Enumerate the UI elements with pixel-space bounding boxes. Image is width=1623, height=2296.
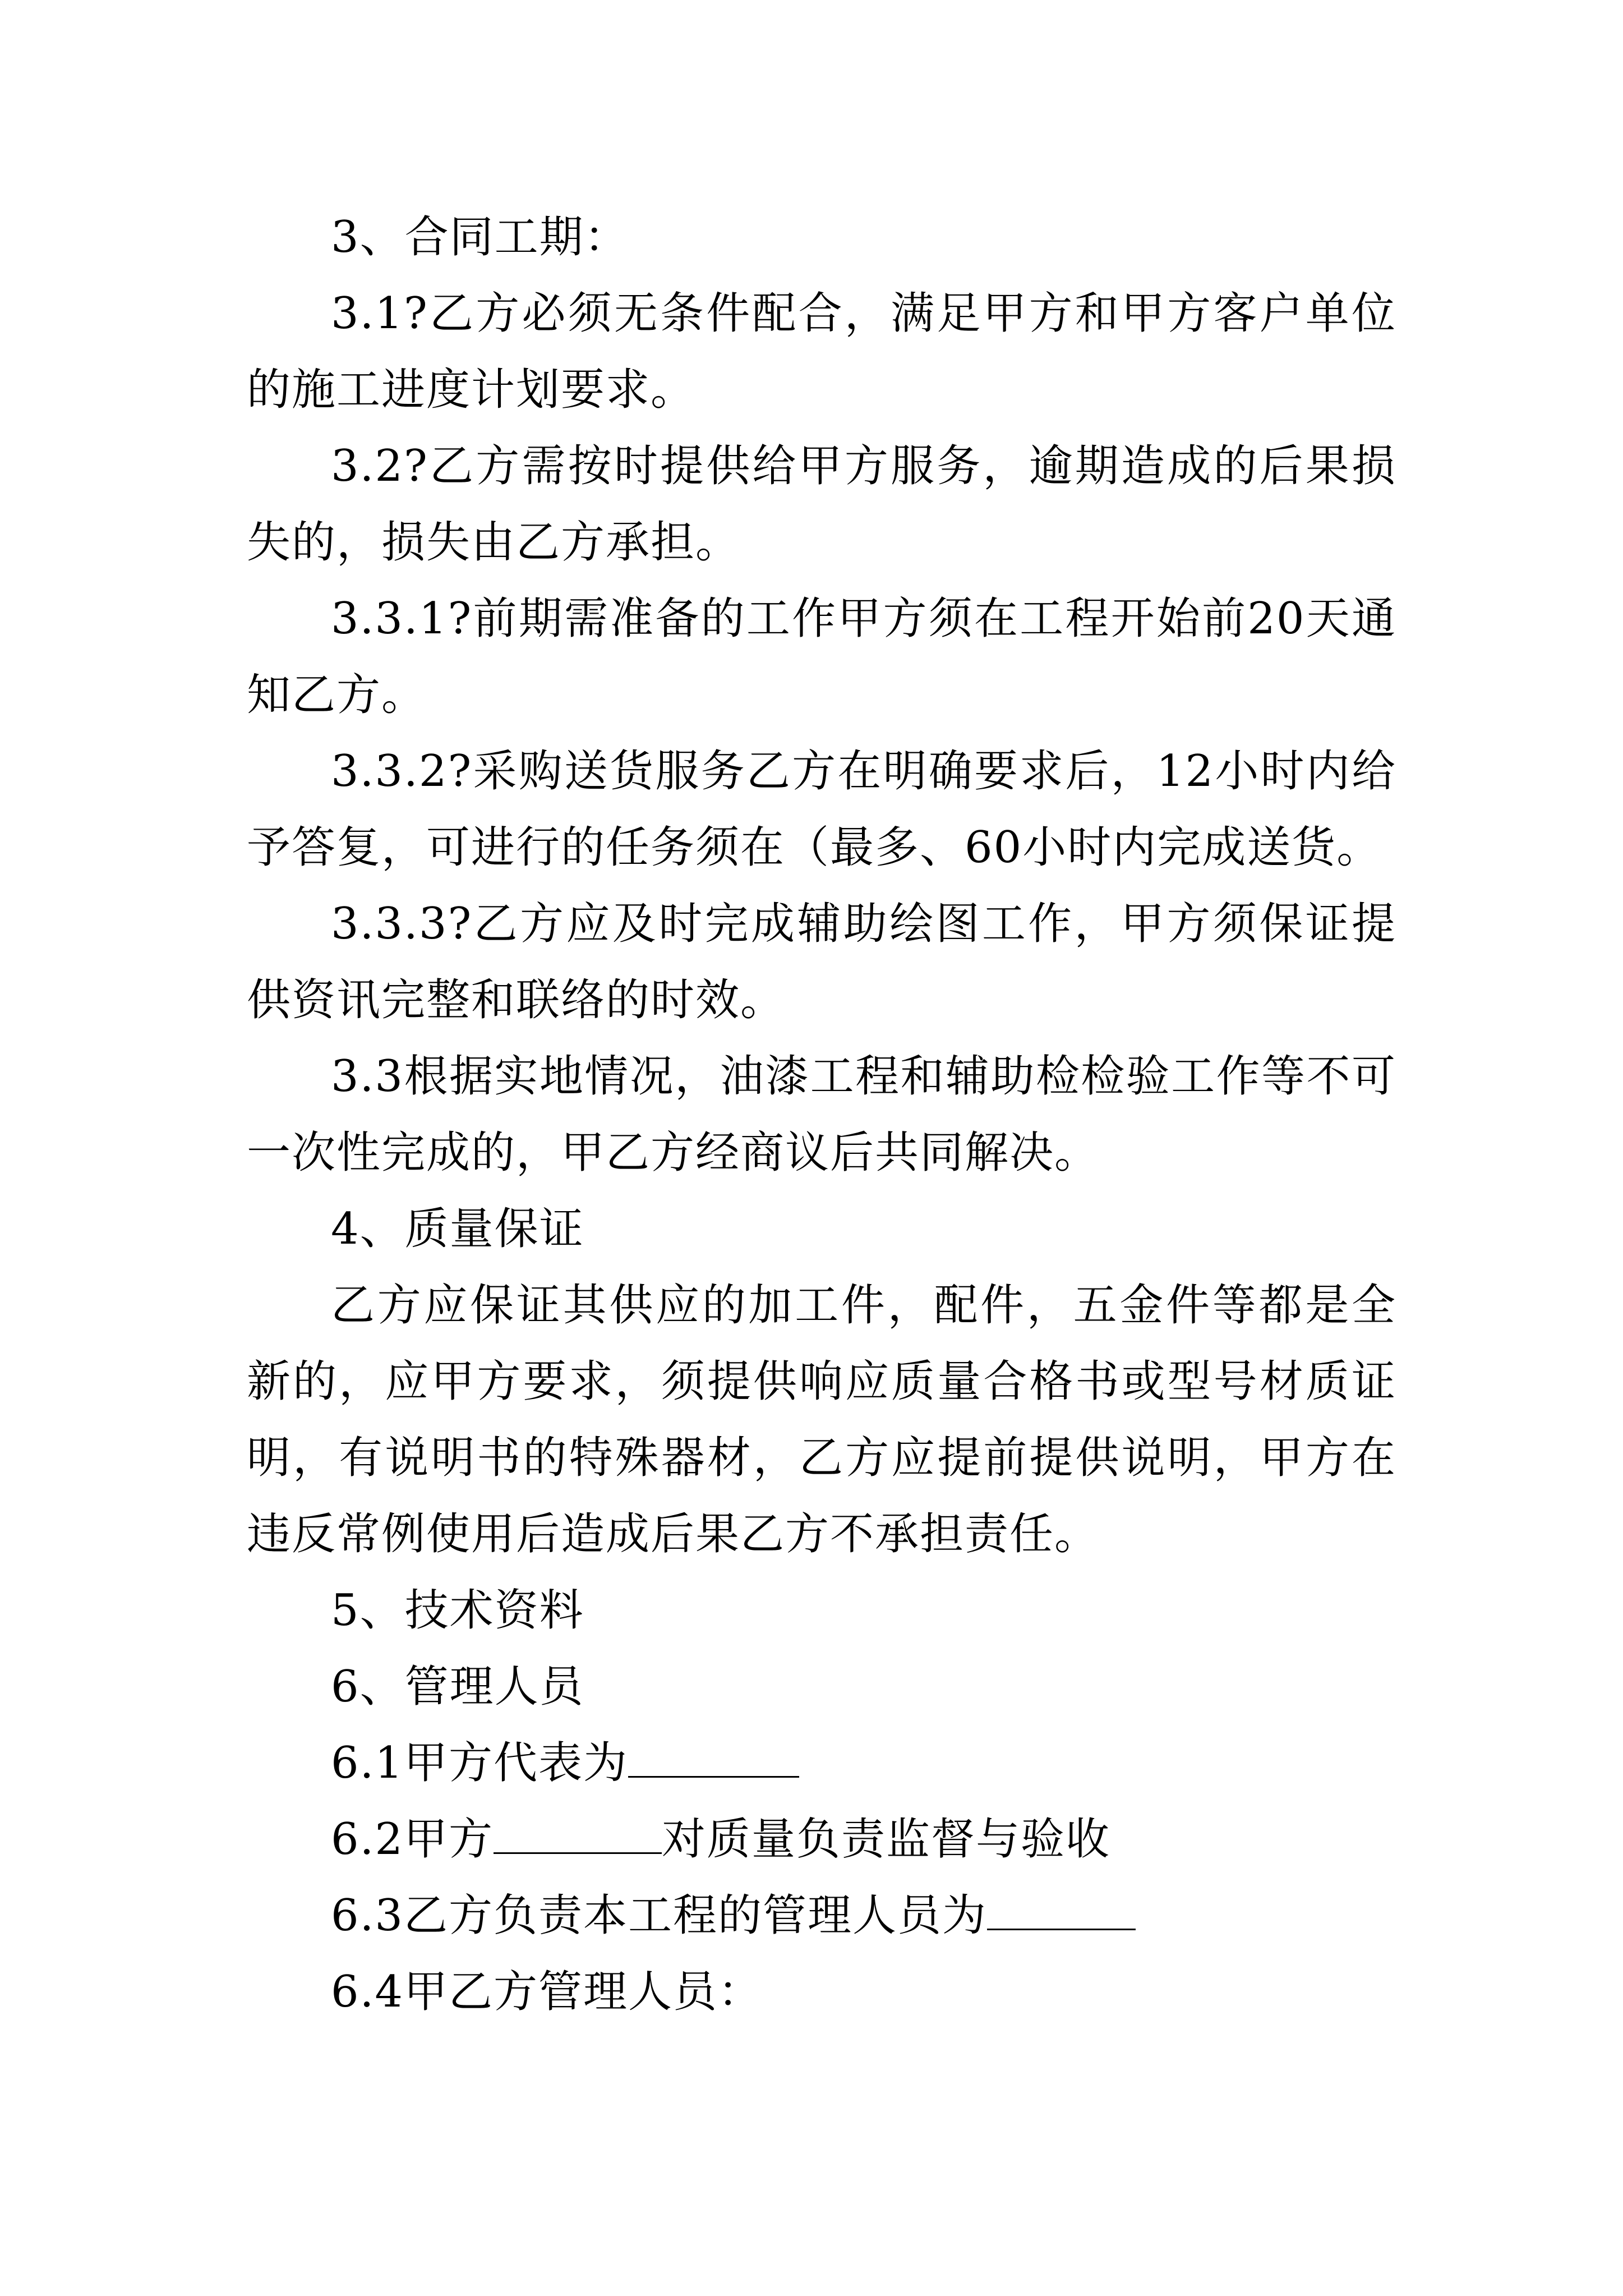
clause-6-3-text: 6.3乙方负责本工程的管理人员为 xyxy=(331,1890,988,1941)
section-4-heading: 4、质量保证 xyxy=(331,1204,584,1254)
clause-3-3-2: 3.3.2?采购送货服务乙方在明确要求后，12小时内给予答复，可进行的任务须在（最多、60小时内完成送货。 xyxy=(247,746,1396,873)
section-6-heading: 6、管理人员 xyxy=(331,1662,584,1712)
fill-blank-6-3 xyxy=(987,1888,1136,1930)
section-5-heading: 5、技术资料 xyxy=(331,1585,584,1636)
section-3-heading: 3、合同工期： xyxy=(331,212,629,263)
clause-6-2 xyxy=(247,1801,1396,1878)
clause-6-2-prefix: 6.2甲方 xyxy=(331,1814,494,1865)
clause-3-1: 3.1?乙方必须无条件配合，满足甲方和甲方客户单位的施工进度计划要求。 xyxy=(247,288,1396,415)
clause-6-4: 6.4甲乙方管理人员： xyxy=(331,1967,763,2017)
clause-3-3-1: 3.3.1?前期需准备的工作甲方须在工程开始前20天通知乙方。 xyxy=(247,593,1396,720)
clause-6-3 xyxy=(247,1878,1396,1954)
contract-text xyxy=(247,199,1396,2030)
clause-3-3: 3.3根据实地情况，油漆工程和辅助检检验工作等不可一次性完成的，甲乙方经商议后共同解决。 xyxy=(247,1051,1396,1178)
clause-6-1 xyxy=(247,1725,1396,1801)
quality-guarantee-paragraph: 乙方应保证其供应的加工件，配件，五金件等都是全新的，应甲方要求，须提供响应质量合格书或型号材质证明，有说明书的特殊器材，乙方应提前提供说明，甲方在违反常例使用后造成后果乙方不承担责任。 xyxy=(247,1280,1396,1559)
fill-blank-6-1 xyxy=(628,1736,799,1778)
clause-6-2-suffix: 对质量负责监督与验收 xyxy=(662,1814,1111,1865)
fill-blank-6-2 xyxy=(494,1812,662,1854)
clause-3-2: 3.2?乙方需按时提供给甲方服务，逾期造成的后果损失的，损失由乙方承担。 xyxy=(247,441,1396,568)
clause-6-1-text: 6.1甲方代表为 xyxy=(331,1738,629,1788)
clause-3-3-3: 3.3.3?乙方应及时完成辅助绘图工作，甲方须保证提供资讯完整和联络的时效。 xyxy=(247,899,1396,1025)
